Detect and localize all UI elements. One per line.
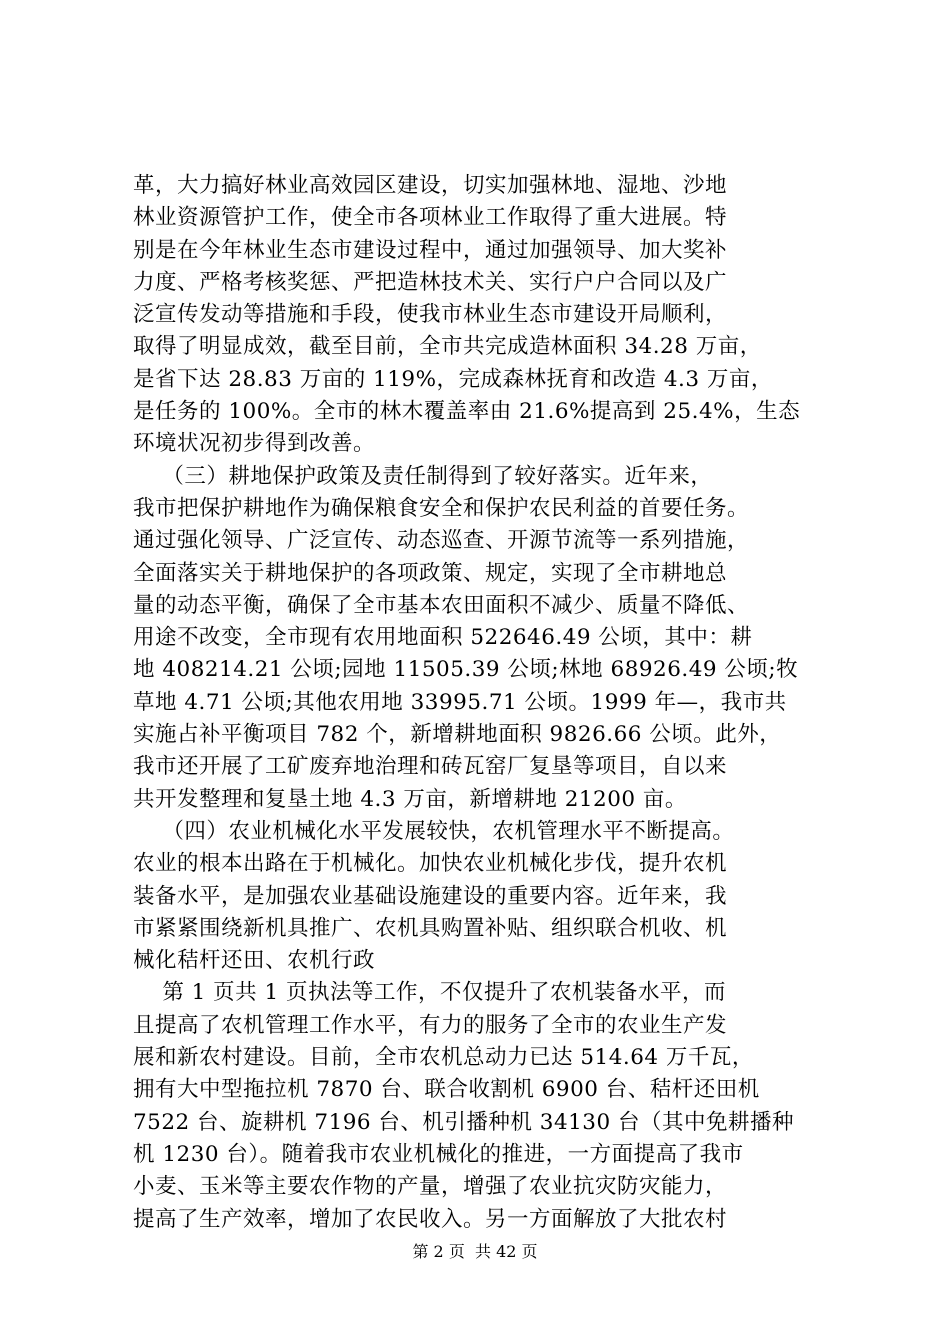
text-line: 取得了明显成效，截至目前，全市共完成造林面积 34.28 万亩， (133, 334, 762, 360)
text-line: 装备水平，是加强农业基础设施建设的重要内容。近年来，我 (133, 883, 728, 909)
text-line: 泛宣传发动等措施和手段，使我市林业生态市建设开局顺利， (133, 302, 728, 328)
body-text (133, 170, 833, 1236)
text-line: 我市把保护耕地作为确保粮食安全和保护农民利益的首要任务。 (133, 495, 750, 521)
page-number-footer: 第 2 页 共 42 页 (412, 1242, 538, 1261)
text-line: 是省下达 28.83 万亩的 119%，完成森林抚育和改造 4.3 万亩， (133, 366, 773, 392)
text-line: 展和新农村建设。目前，全市农机总动力已达 514.64 万千瓦， (133, 1045, 754, 1071)
text-line: 我市还开展了工矿废弃地治理和砖瓦窑厂复垦等项目，自以来 (133, 754, 728, 780)
text-line: 全面落实关于耕地保护的各项政策、规定，实现了全市耕地总 (133, 560, 728, 586)
text-line: 共开发整理和复垦土地 4.3 万亩，新增耕地 21200 亩。 (133, 786, 687, 812)
text-line: 别是在今年林业生态市建设过程中，通过加强领导、加大奖补 (133, 237, 728, 263)
text-line: 提高了生产效率，增加了农民收入。另一方面解放了大批农村 (133, 1206, 728, 1232)
text-line: 机 1230 台）。随着我市农业机械化的推进，一方面提高了我市 (133, 1141, 744, 1167)
text-line: 第 1 页共 1 页执法等工作，不仅提升了农机装备水平，而 (133, 980, 727, 1006)
text-line: （四）农业机械化水平发展较快，农机管理水平不断提高。 (133, 818, 735, 844)
text-line: 械化秸杆还田、农机行政 (133, 948, 376, 974)
text-line: 小麦、玉米等主要农作物的产量，增强了农业抗灾防灾能力， (133, 1174, 728, 1200)
text-line: 且提高了农机管理工作水平，有力的服务了全市的农业生产发 (133, 1012, 728, 1038)
text-line: 市紧紧围绕新机具推广、农机具购置补贴、组织联合机收、机 (133, 915, 728, 941)
text-line: 力度、严格考核奖惩、严把造林技术关、实行户户合同以及广 (133, 269, 728, 295)
text-line: 农业的根本出路在于机械化。加快农业机械化步伐，提升农机 (133, 851, 728, 877)
text-line: （三）耕地保护政策及责任制得到了较好落实。近年来， (133, 463, 713, 489)
text-line: 草地 4.71 公顷;其他农用地 33995.71 公顷。1999 年—，我市共 (133, 689, 787, 715)
text-line: 用途不改变，全市现有农用地面积 522646.49 公顷，其中：耕 (133, 625, 753, 651)
text-line: 地 408214.21 公顷;园地 11505.39 公顷;林地 68926.49 公顷;牧 (133, 657, 799, 683)
text-line: 拥有大中型拖拉机 7870 台、联合收割机 6900 台、秸杆还田机 (133, 1077, 760, 1103)
text-line: 7522 台、旋耕机 7196 台、机引播种机 34130 台（其中免耕播种 (133, 1109, 794, 1135)
text-line: 环境状况初步得到改善。 (133, 431, 376, 457)
text-line: 革，大力搞好林业高效园区建设，切实加强林地、湿地、沙地 (133, 173, 728, 198)
text-line: 量的动态平衡，确保了全市基本农田面积不减少、质量不降低、 (133, 592, 750, 618)
text-line: 实施占补平衡项目 782 个，新增耕地面积 9826.66 公顷。此外， (133, 722, 782, 748)
text-line: 林业资源管护工作，使全市各项林业工作取得了重大进展。特 (133, 205, 728, 231)
text-line: 通过强化领导、广泛宣传、动态巡查、开源节流等一系列措施， (133, 528, 750, 554)
text-line: 是任务的 100%。全市的林木覆盖率由 21.6%提高到 25.4%，生态 (133, 399, 801, 425)
